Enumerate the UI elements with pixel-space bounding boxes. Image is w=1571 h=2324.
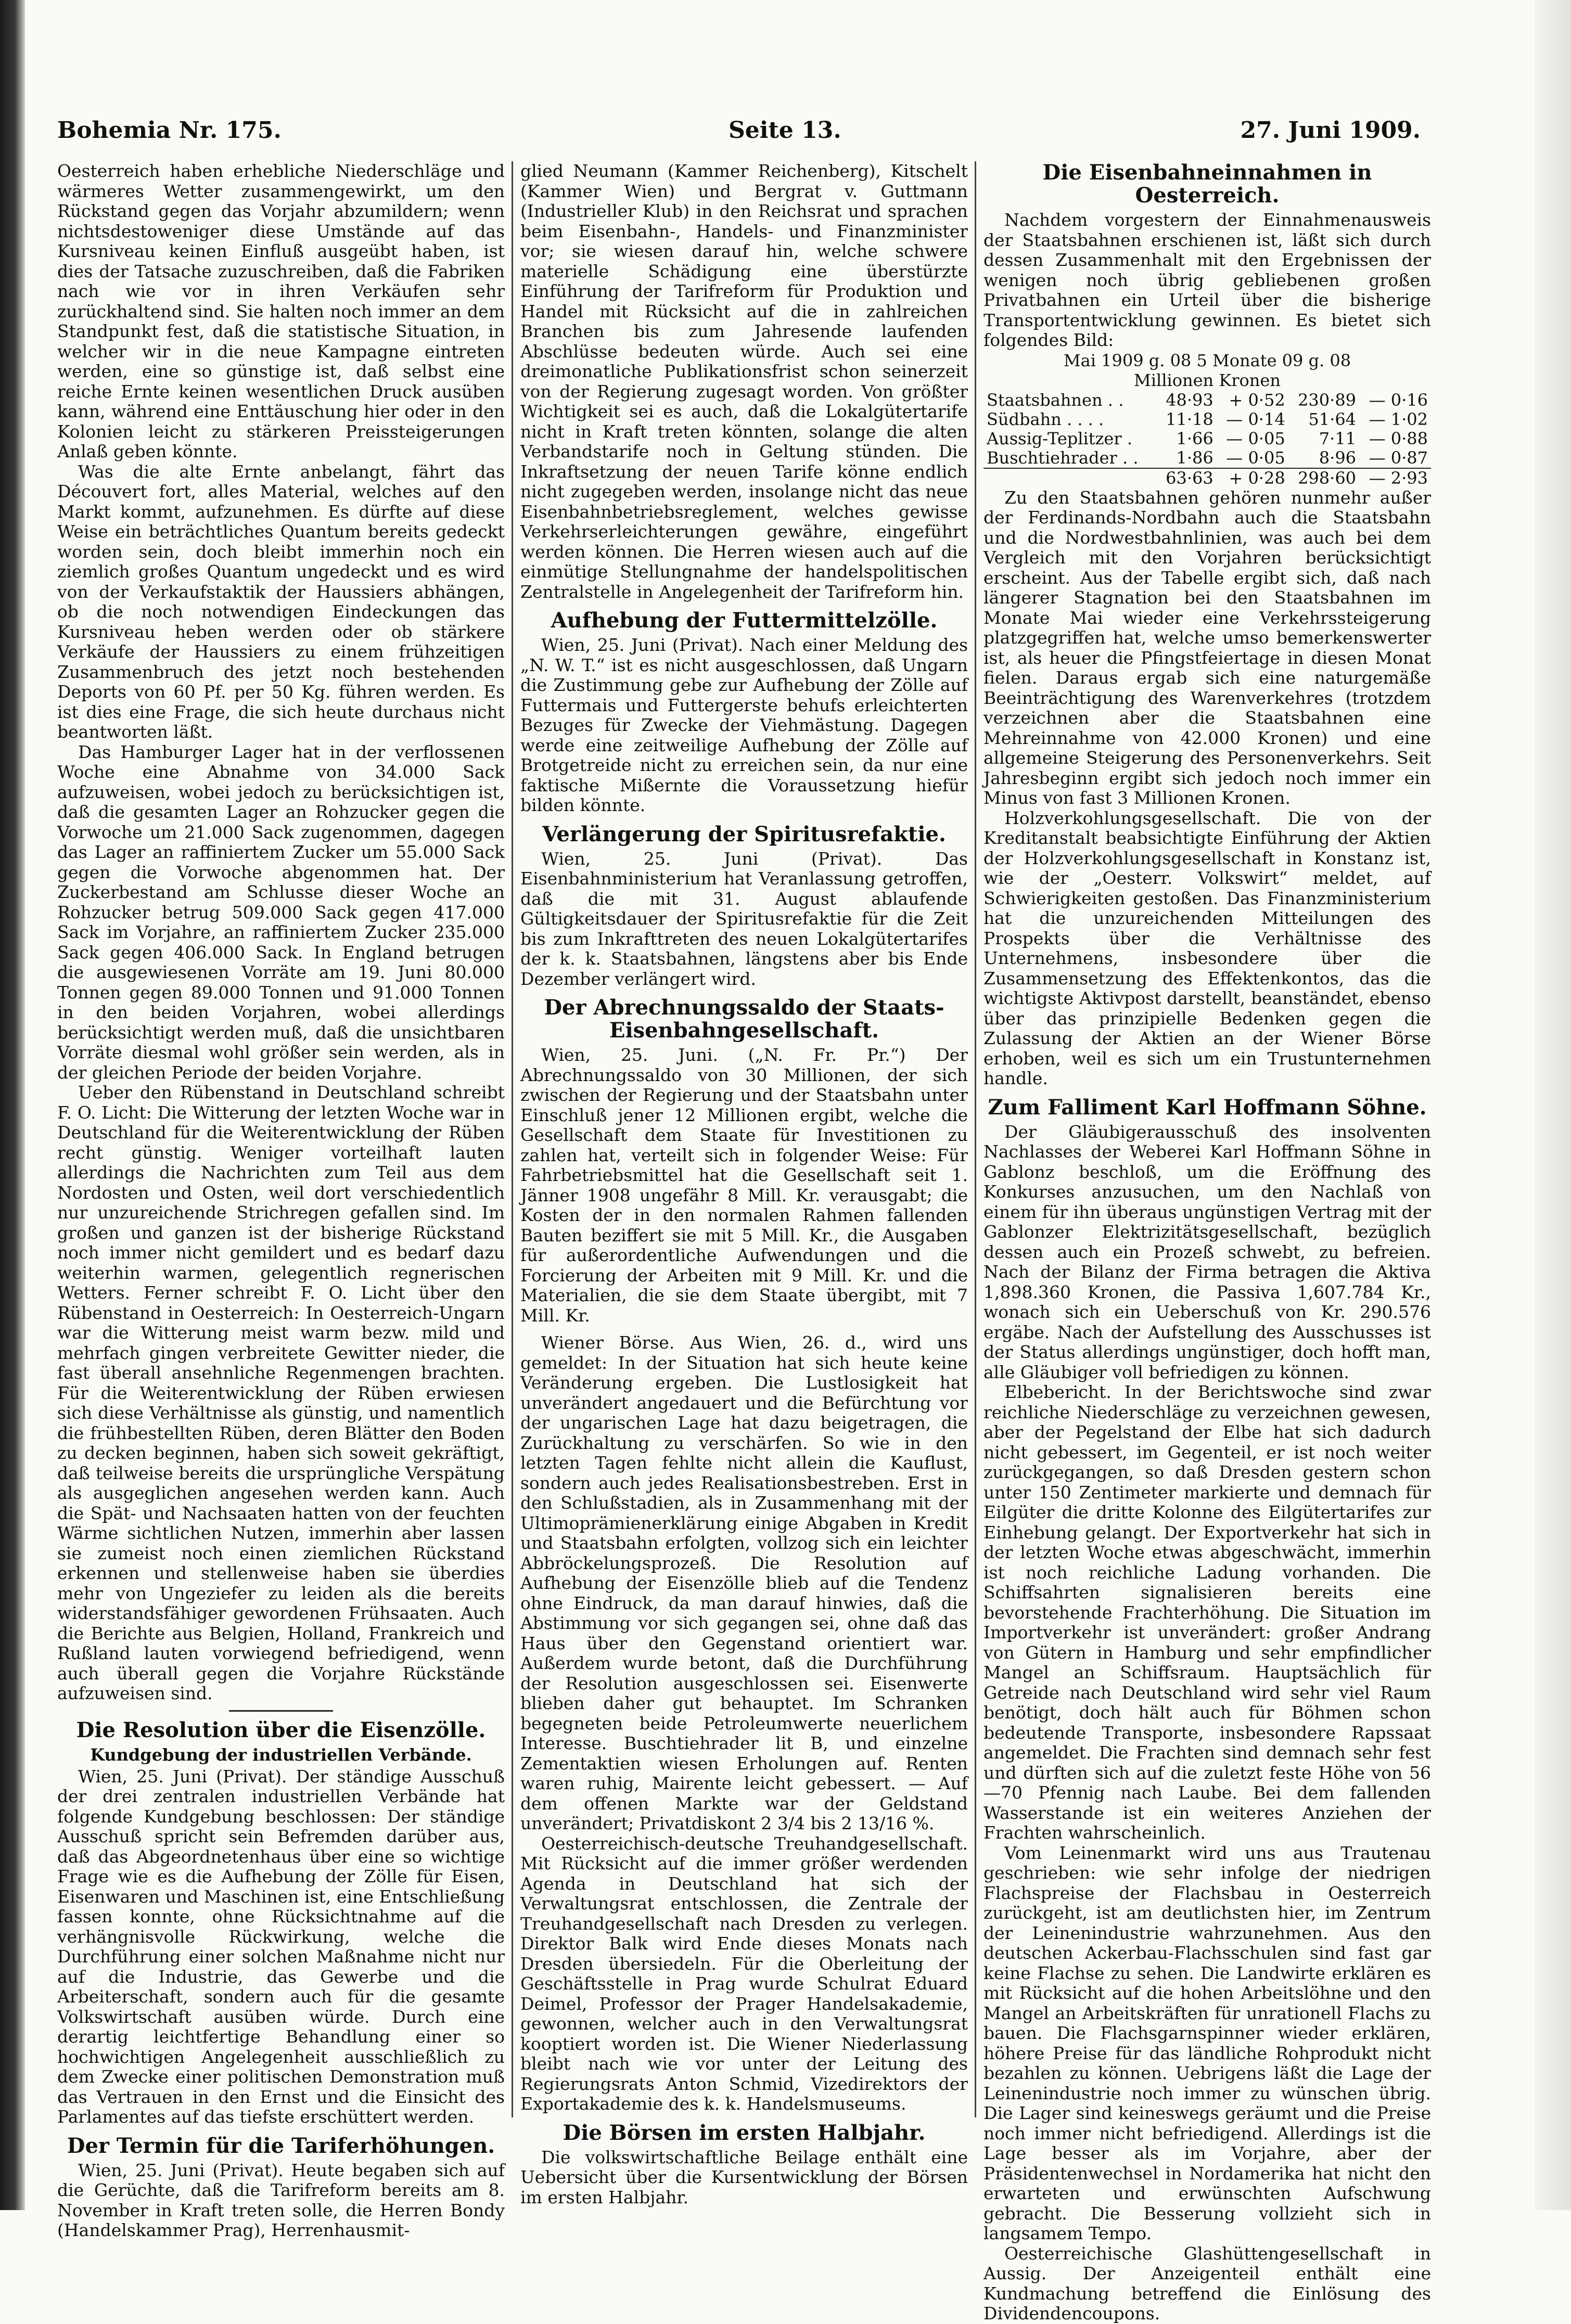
table-cell: 7·11 bbox=[1319, 428, 1357, 448]
column-1 bbox=[57, 161, 505, 2240]
table-cell: Aussig-Teplitzer . bbox=[987, 428, 1132, 448]
column-rule bbox=[512, 161, 513, 2117]
article-paragraph: Das Hamburger Lager hat in der verflossenen Woche eine Abnahme von 34.000 Sack aufzuweisen, wobei jedoch zu berücksichtigen ist, daß die gesamten Lager an Rohzucker gegen die Vorwoche um 21.000 Sack zugenommen, dagegen das Lager an raffiniertem Zucker um 55.000 Sack gegen die Vorwoche abgenommen hat. Der Zuckerbestand am Schlusse dieser Woche an Rohzucker betrug 509.000 Sack gegen 417.000 Sack im Vorjahre, an raffiniertem Zucker 235.000 Sack gegen 406.000 Sack. In England betrugen die ausgewiesenen Vorräte am 19. Juni 80.000 Tonnen gegen 89.000 Tonnen und 91.000 Tonnen in den beiden Vorjahren, wobei allerdings berücksichtigt werden muß, daß die unsichtbaren Vorräte diesmal wohl größer sein werden, als in der gleichen Periode der beiden Vorjahre. bbox=[57, 741, 505, 1083]
scan-edge bbox=[0, 0, 25, 2210]
article-paragraph: Wien, 25. Juni (Privat). Heute begaben sich auf die Gerüchte, daß die Tarifreform bereits am 8. November in Kraft treten solle, die Herren Bondy (Handelskammer Prag), Herrenhausmit- bbox=[57, 2160, 505, 2240]
article-paragraph: Wien, 25. Juni (Privat). Nach einer Meldung des „N. W. T.“ ist es nicht ausgeschlossen, daß Ungarn die Zustimmung gebe zur Aufhebung der Zölle auf Futtermais und Futtergerste behufs erleichterten Bezuges für Zwecke der Viehmästung. Dagegen werde eine zeitweilige Aufhebung der Zölle auf Brotgetreide nicht zu erreichen sein, da nur eine faktische Mißernte die Voraussetzung hiefür bilden könnte. bbox=[520, 635, 968, 815]
table-row bbox=[984, 391, 1431, 410]
column-2 bbox=[520, 161, 968, 2207]
article-paragraph: Oesterreichische Glashüttengesellschaft in Aussig. Der Anzeigenteil enthält eine Kundmachung betreffend die Einlösung des Dividendencoupons. bbox=[984, 2243, 1431, 2323]
table-cell: Südbahn . . . . bbox=[987, 409, 1104, 429]
table-cell: 48·93 bbox=[1166, 390, 1214, 410]
article-headline: Aufhebung der Futtermittelzölle. bbox=[551, 608, 938, 633]
table-cell: Staatsbahnen . . bbox=[987, 390, 1124, 410]
article-paragraph: Oesterreich haben erhebliche Niederschläge und wärmeres Wetter zusammengewirkt, um den Rückstand gegen das Vorjahr abzumildern; wenn nichtsdestoweniger diese Umstände auf das Kursniveau keinen Einfluß ausgeübt haben, ist dies der Tatsache zuzuschreiben, daß die Fabriken nach wie vor in ihren Verkäufen sehr zurückhaltend sind. Sie halten noch immer an dem Standpunkt fest, daß die statistische Situation, in welcher wir in die neue Kampagne eintreten werden, eine so günstige ist, daß selbst eine reiche Ernte keinen wesentlichen Druck ausüben kann, während eine Enttäuschung hier oder in den Kolonien leicht zu stärkeren Preissteigerungen Anlaß geben könnte. bbox=[57, 161, 505, 461]
article-paragraph: Wien, 25. Juni (Privat). Das Eisenbahnministerium hat Veranlassung getroffen, daß die mit 31. August ablaufende Gültigkeitsdauer der Spiritusrefaktie für die Zeit bis zum Inkrafttreten des neuen Lokalgütertarifes der k. k. Staatsbahnen, längstens aber bis Ende Dezember verlängert wird. bbox=[520, 848, 968, 989]
table-cell: 1·66 bbox=[1176, 428, 1214, 448]
table-cell: — 0·05 bbox=[1226, 428, 1285, 448]
article-paragraph: Oesterreichisch-deutsche Treuhandgesellschaft. Mit Rücksicht auf die immer größer werdenden Agenda in Deutschland hat sich der Verwaltungsrat entschlossen, die Zentrale der Treuhandgesellschaft nach Dresden zu verlegen. Direktor Balk wird Ende dieses Monats nach Dresden übersiedeln. Für die Oberleitung der Geschäftsstelle in Prag wurde Schulrat Eduard Deimel, Professor der Prager Handelsakademie, gewonnen, welcher auch in den Verwaltungsrat kooptiert worden ist. Die Wiener Niederlassung bleibt nach wie vor unter der Leitung des Regierungsrats Anton Schmid, Vizedirektors der Exportakademie des k. k. Handelsmuseums. bbox=[520, 1833, 968, 2114]
article-paragraph: Wien, 25. Juni (Privat). Der ständige Ausschuß der drei zentralen industriellen Verbände hat folgende Kundgebung beschlossen: Der ständige Ausschuß spricht sein Befremden darüber aus, daß das Abgeordnetenhaus über eine so wichtige Frage wie es die Aufhebung der Zölle für Eisen, Eisenwaren und Maschinen ist, eine Entschließung fassen konnte, ohne Rücksichtnahme auf die verhängnisvolle Rückwirkung, welche die Durchführung einer solchen Maßnahme nicht nur auf die Industrie, das Gewerbe und die Arbeiterschaft, sondern auch für die gesamte Volkswirtschaft ausüben würde. Durch eine derartig leichtfertige Behandlung einer so hochwichtigen Angelegenheit ausschließlich zu dem Zwecke einer politischen Demonstration muß das Vertrauen in den Ernst und die Einsicht des Parlamentes auf das tiefste erschüttert werden. bbox=[57, 1766, 505, 2127]
table-row bbox=[984, 429, 1431, 448]
table-cell: + 0·52 bbox=[1229, 390, 1285, 410]
table-cell: 1·86 bbox=[1176, 447, 1214, 468]
table-sum-row bbox=[984, 468, 1431, 488]
table-cell: — 2·93 bbox=[1359, 468, 1431, 488]
page-margin bbox=[1535, 0, 1571, 2210]
table-cell: 51·64 bbox=[1308, 409, 1357, 429]
article-headline: Der Abrechnungssaldo der Staats-Eisenbahngesellschaft. bbox=[544, 995, 944, 1043]
table-cell: 63·63 bbox=[1157, 468, 1217, 488]
table-cell: — 0·87 bbox=[1369, 447, 1428, 468]
article-paragraph: Wiener Börse. Aus Wien, 26. d., wird uns gemeldet: In der Situation hat sich heute keine Veränderung ergeben. Die Lustlosigkeit hat unverändert angedauert und die Befürchtung vor der ungarischen Lage hat dazu beigetragen, die Zurückhaltung zu verschärfen. So wie in den letzten Tagen fehlte nicht allein die Kauflust, sondern auch jedes Realisationsbestreben. Erst in den Schlußstadien, als in Zusammenhang mit der Ultimoprämienerklärung einige Abgaben in Kredit und Staatsbahn erfolgten, vollzog sich ein leichter Abbröckelungsprozeß. Die Resolution auf Aufhebung der Eisenzölle blieb auf die Tendenz ohne Eindruck, da man darauf hinwies, daß die Abstimmung vor sich gegangen sei, ohne daß das Haus über den Gegenstand orientiert war. Außerdem wurde betont, daß die Durchführung der Resolution ausgeschlossen sei. Eisenwerte blieben daher gut behauptet. Im Schranken begegneten beide Petroleumwerte neuerlichem Interesse. Buschtiehrader lit B, und einzelne Zementaktien wiesen Erholungen auf. Renten waren ruhig, Mairente leicht gebessert. — Auf dem offenen Markte war der Geldstand unverändert; Privatdiskont 2 3/4 bis 2 13/16 %. bbox=[520, 1332, 968, 1833]
article-paragraph: Elbebericht. In der Berichtswoche sind zwar reichliche Niederschläge zu verzeichnen gewesen, aber der Pegelstand der Elbe hat sich dadurch nicht gebessert, im Gegenteil, er ist noch weiter zurückgegangen, so daß Dresden gestern schon unter 150 Zentimeter markierte und demnach für Eilgüter die dritte Kolonne des Eilgütertarifes zur Einhebung gelangt. Der Exportverkehr hat sich in der letzten Woche etwas abgeschwächt, immerhin ist noch reichliche Ladung vorhanden. Die Schiffsahrten signalisieren bereits eine bevorstehende Frachterhöhung. Die Situation im Importverkehr ist unverändert: großer Andrang von Gütern in Hamburg und sehr empfindlicher Mangel an Schiffsraum. Hauptsächlich für Getreide nach Deutschland wird sehr viel Raum benötigt, doch hält auch für Böhmen schon bedeutende Transporte, insbesondere Rapssaat angemeldet. Die Frachten sind demnach sehr fest und dürften sich auf die zuletzt feste Höhe von 56—70 Pfennig nach Laube. Bei dem fallenden Wasserstande ist ein weiteres Anziehen der Frachten wahrscheinlich. bbox=[984, 1382, 1431, 1843]
section-divider bbox=[229, 1710, 333, 1712]
table-cell: — 0·05 bbox=[1226, 447, 1285, 468]
article-paragraph: Vom Leinenmarkt wird uns aus Trautenau geschrieben: wie sehr infolge der niedrigen Flachspreise der Flachsbau in Oesterreich zurückgeht, ist am deutlichsten hier, im Zentrum der Leinenindustrie wahrzunehmen. Aus den deutschen Ackerbau-Flachsschulen sind fast gar keine Flachse zu sehen. Die Landwirte erklären es mit Rücksicht auf die hohen Arbeitslöhne und den Mangel an Arbeitskräften für unrationell Flachs zu bauen. Die Flachsgarnspinner wieder erklären, höhere Preise für das ländliche Rohprodukt nicht bezahlen zu können. Uebrigens läßt die Lage der Leinenindustrie noch immer zu wünschen übrig. Die Lager sind keineswegs geräumt und die Preise noch immer nicht befriedigend. Allerdings ist die Lage besser als im Vorjahre, aber der Präsidentenwechsel in Nordamerika hat nicht den erwarteten und erwünschten Aufschwung gebracht. Die Besserung vollzieht sich in langsamem Tempo. bbox=[984, 1842, 1431, 2243]
table-cell: — 1·02 bbox=[1369, 409, 1428, 429]
table-cell: 298·60 bbox=[1288, 468, 1359, 488]
article-headline: Der Termin für die Tariferhöhungen. bbox=[67, 2133, 495, 2158]
table-cell: — 0·14 bbox=[1226, 409, 1285, 429]
issue-date: 27. Juni 1909. bbox=[1240, 117, 1421, 144]
article-headline: Die Resolution über die Eisenzölle. bbox=[76, 1717, 486, 1742]
railway-revenue-table bbox=[984, 391, 1431, 488]
table-header: Mai 1909 g. 08 5 Monate 09 g. 08 bbox=[1063, 350, 1351, 370]
table-cell: Buschtiehrader . . bbox=[987, 447, 1139, 468]
article-headline: Die Eisenbahneinnahmen in Oesterreich. bbox=[1042, 160, 1372, 208]
table-row bbox=[984, 410, 1431, 429]
column-rule bbox=[975, 161, 976, 2117]
article-paragraph: Holzverkohlungsgesellschaft. Die von der Kreditanstalt beabsichtigte Einführung der Aktien der Holzverkohlungsgesellschaft in Konstanz ist, wie der „Oesterr. Volkswirt“ meldet, auf Schwierigkeiten gestoßen. Das Finanzministerium hat die unzureichenden Mitteilungen des Prospekts über die Verhältnisse des Unternehmens, insbesondere über die Zusammensetzung des Effektenkontos, das die wichtigste Aktivpost darstellt, beanständet, ebenso über das prinzipielle Bedenken gegen die Zulassung der Aktien an der Wiener Börse erhoben, weil es sich um ein Trustunternehmen handle. bbox=[984, 807, 1431, 1088]
article-paragraph: Die volkswirtschaftliche Beilage enthält eine Uebersicht über die Kursentwicklung der Börsen im ersten Halbjahr. bbox=[520, 2147, 968, 2207]
article-headline: Verlängerung der Spiritusrefaktie. bbox=[542, 821, 946, 846]
table-row bbox=[984, 448, 1431, 468]
article-paragraph: Wien, 25. Juni. („N. Fr. Pr.“) Der Abrechnungssaldo von 30 Millionen, der sich zwischen der Regierung und der Staatsbahn unter Einschluß jener 12 Millionen ergibt, welche die Gesellschaft dem Staate für Investitionen zu zahlen hat, verteilt sich in folgender Weise: Für Fahrbetriebsmittel hat die Gesellschaft seit 1. Jänner 1908 ungefähr 8 Mill. Kr. verausgabt; die Kosten der in den normalen Rahmen fallenden Bauten beziffert sie mit 5 Mill. Kr., die Ausgaben für außerordentliche Aufwendungen und die Forcierung der Arbeiten mit 9 Mill. Kr. und die Materialien, die sie dem Staate übergibt, mit 7 Mill. Kr. bbox=[520, 1045, 968, 1326]
table-cell bbox=[984, 468, 1157, 488]
article-paragraph: Ueber den Rübenstand in Deutschland schreibt F. O. Licht: Die Witterung der letzten Woche war in Deutschland für die Weiterentwicklung der Rüben recht günstig. Weniger vorteilhaft lauten allerdings die Nachrichten zum Teil aus dem Nordosten und Osten, weil dort verschiedentlich nur unzureichende Strichregen gefallen sind. Im großen und ganzen ist der bisherige Rückstand noch immer nicht gemildert und es bedarf dazu weiterhin warmen, gelegentlich regnerischen Wetters. Ferner schreibt F. O. Licht über den Rübenstand in Oesterreich: In Oesterreich-Ungarn war die Witterung meist warm bezw. mild und mehrfach gingen verbreitete Gewitter nieder, die fast überall ansehnliche Regenmengen brachten. Für die Weiterentwicklung der Rüben erwiesen sich diese Verhältnisse als günstig, und namentlich die frühbestellten Rüben, deren Blätter den Boden zu decken beginnen, haben sich soweit gekräftigt, daß teilweise bereits die ursprüngliche Verspätung als ausgeglichen angesehen werden kann. Auch die Spät- und Nachsaaten hatten von der feuchten Wärme sichtlichen Nutzen, immerhin aber lassen sie zumeist noch einen ziemlichen Rückstand erkennen und stellenweise haben sie überdies mehr von Ungeziefer zu leiden als die bereits widerstandsfähiger gewordenen Frühsaaten. Auch die Berichte aus Belgien, Holland, Frankreich und Rußland lauten vorwiegend befriedigend, wenn auch überall gegen die Vorjahre Rückstände aufzuweisen sind. bbox=[57, 1082, 505, 1703]
article-paragraph: Der Gläubigerausschuß des insolventen Nachlasses der Weberei Karl Hoffmann Söhne in Gablonz beschloß, um die Eröffnung des Konkurses anzusuchen, um den Nachlaß von einem für ihn überaus ungünstigen Vertrag mit der Gablonzer Elektrizitätsgesellschaft, bezüglich dessen auch ein Prozeß schwebt, zu befreien. Nach der Bilanz der Firma betragen die Aktiva 1,898.360 Kronen, die Passiva 1,607.784 Kr., wonach sich ein Ueberschuß von Kr. 290.576 ergäbe. Nach der Aufstellung des Ausschusses ist der Status allerdings ungünstiger, doch hofft man, alle Gläubiger voll befriedigen zu können. bbox=[984, 1121, 1431, 1382]
table-cell: 8·96 bbox=[1319, 447, 1357, 468]
article-headline: Die Börsen im ersten Halbjahr. bbox=[563, 2120, 926, 2145]
article-paragraph: Was die alte Ernte anbelangt, fährt das Découvert fort, alles Material, welches auf den Markt kommt, aufzunehmen. Es dürfte auf diese Weise ein beträchtliches Quantum bereits gedeckt worden sein, doch bleibt immerhin noch ein ziemlich großes Quantum ungedeckt und es wird von der Verkaufstaktik der Haussiers abhängen, ob die noch notwendigen Eindeckungen das Kursniveau heben werden oder ob stärkere Verkäufe der Haussiers zu einem frühzeitigen Zusammenbruch des jetzt noch bestehenden Deports von 60 Pf. per 50 Kg. führen werden. Es ist dies eine Frage, die sich heute durchaus nicht beantworten läßt. bbox=[57, 461, 505, 742]
newspaper-issue: Bohemia Nr. 175. bbox=[57, 117, 282, 144]
table-unit: Millionen Kronen bbox=[1134, 370, 1281, 390]
table-cell: + 0·28 bbox=[1217, 468, 1288, 488]
article-headline: Zum Falliment Karl Hoffmann Söhne. bbox=[988, 1095, 1427, 1120]
article-paragraph: glied Neumann (Kammer Reichenberg), Kitschelt (Kammer Wien) und Bergrat v. Guttmann (Industrieller Klub) in den Reichsrat und sprachen beim Eisenbahn-, Handels- und Finanzminister vor; sie wiesen darauf hin, welche schwere materielle Schädigung eine überstürzte Einführung der Tarifreform für Produktion und Handel mit Rücksicht auf die in zahlreichen Branchen bis zum Jahresende laufenden Abschlüsse bedeuten würde. Auch sei eine dreimonatliche Publikationsfrist schon seinerzeit von der Regierung zugesagt worden. Von größter Wichtigkeit sei es auch, daß die Lokalgütertarife nicht in Kraft treten könnten, solange die alten Verbandstarife noch in Geltung stünden. Die Inkraftsetzung der neuen Tarife könne endlich nicht zugegeben werden, insolange nicht das neue Eisenbahnbetriebsreglement, welches gewisse Verkehrserleichterungen gewähre, eingeführt werden können. Die Herren wiesen auch auf die einmütige Stellungnahme der handelspolitischen Zentralstelle in Angelegenheit der Tarifreform hin. bbox=[520, 161, 968, 602]
article-paragraph: Zu den Staatsbahnen gehören nunmehr außer der Ferdinands-Nordbahn auch die Staatsbahn und die Nordwestbahnlinien, was auch bei dem Vergleich mit den Vorjahren berücksichtigt erscheint. Aus der Tabelle ergibt sich, daß nach längerer Stagnation bei den Staatsbahnen im Monate Mai wieder eine Verkehrssteigerung platzgegriffen hat, welche umso bemerkenswerter ist, als heuer die Pfingstfeiertage in diesen Monat fielen. Daraus ergab sich eine naturgemäße Beeinträchtigung des Warenverkehres (trotzdem verzeichnen aber die Staatsbahnen eine Mehreinnahme von 42.000 Kronen) und eine allgemeine Steigerung des Personenverkehrs. Seit Jahresbeginn ergibt sich jedoch noch immer ein Minus von fast 3 Millionen Kronen. bbox=[984, 487, 1431, 808]
page-header bbox=[57, 117, 1421, 153]
article-subheadline: Kundgebung der industriellen Verbände. bbox=[90, 1744, 472, 1765]
column-3 bbox=[984, 160, 1431, 2323]
table-cell: — 0·88 bbox=[1369, 428, 1428, 448]
table-cell: — 0·16 bbox=[1369, 390, 1428, 410]
table-cell: 230·89 bbox=[1298, 390, 1357, 410]
page-number: Seite 13. bbox=[729, 117, 841, 144]
table-cell: 11·18 bbox=[1166, 409, 1214, 429]
article-paragraph: Nachdem vorgestern der Einnahmenausweis der Staatsbahnen erschienen ist, läßt sich durch dessen Zusammenhalt mit den Ergebnissen der wenigen noch übrig gebliebenen großen Privatbahnen ein Urteil über die bisherige Transportentwicklung gewinnen. Es bietet sich folgendes Bild: bbox=[984, 210, 1431, 350]
